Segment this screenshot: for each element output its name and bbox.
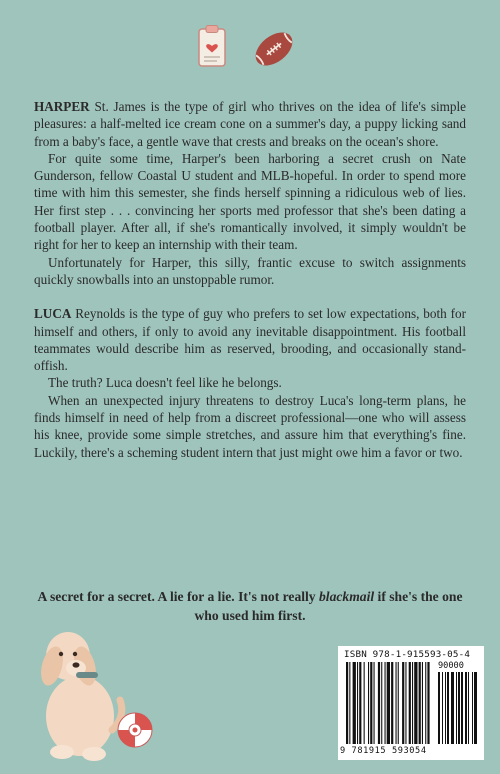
addon-bar (458, 672, 460, 744)
barcode-bar (412, 662, 413, 744)
barcode-bar (414, 662, 417, 744)
barcode-bar (391, 662, 393, 744)
barcode-bars (338, 646, 484, 760)
back-cover-blurb (34, 98, 466, 461)
barcode-bar (409, 662, 411, 744)
golden-retriever-illustration (28, 620, 128, 762)
addon-bar (472, 672, 473, 744)
barcode-bar (357, 662, 358, 744)
price-addon-label: 90000 (438, 661, 464, 671)
addon-bar (474, 672, 477, 744)
luca-name: LUCA (34, 306, 72, 322)
barcode-bar (353, 662, 356, 744)
barcode-bar (368, 662, 369, 744)
barcode-bar (419, 662, 421, 744)
luca-paragraph-2: The truth? Luca doesn't feel like he belongs. (48, 375, 282, 391)
isbn-barcode (338, 646, 484, 760)
addon-bar (445, 672, 446, 744)
addon-bar (461, 672, 463, 744)
barcode-bar (402, 662, 404, 744)
top-icons (0, 20, 500, 76)
barcode-bar (427, 662, 429, 744)
football-icon (250, 26, 298, 72)
addon-bar (451, 672, 454, 744)
addon-bar (447, 672, 449, 744)
barcode-bar (425, 662, 426, 744)
addon-bar (438, 672, 440, 744)
barcode-bar (364, 662, 365, 744)
harper-name: HARPER (34, 99, 90, 114)
addon-bar (465, 672, 467, 744)
harper-paragraph-3: Unfortunately for Harper, this silly, frantic excuse to switch assignments quickly snowballs into an unstoppable rumor. (34, 254, 466, 287)
barcode-bar (370, 662, 372, 744)
barcode-bar (422, 662, 423, 744)
barcode-bar (381, 662, 382, 744)
barcode-bar (349, 662, 350, 744)
barcode-bar (385, 662, 386, 744)
isbn-label: ISBN 978-1-915593-05-4 (344, 649, 471, 660)
addon-bar (456, 672, 457, 744)
barcode-bar (374, 662, 375, 744)
barcode-bar (387, 662, 390, 744)
barcode-bar (346, 662, 348, 744)
harper-paragraph-2: For quite some time, Harper's been harboring a secret crush on Nate Gunderson, fellow Coastal U student and MLB-hopeful. In order to spend more time with him this semester, she finds herself spinning a ridiculous web of lies. Her first step . . . convincing her sports med professor that she's been dating a football player. After all, if she's romantically involved, it simply wouldn't be right for her to keep an internship with their team. (34, 150, 466, 253)
addon-bar (442, 672, 443, 744)
luca-paragraph-1: LUCA Reynolds is the type of guy who prefers to set low expectations, both for himself and others, if only to avoid any inevitable disappointment. His football teammates would describe him as reserved, brooding, and occasionally stand-offish. (34, 306, 466, 374)
barcode-bar (396, 662, 397, 744)
tagline: A secret for a secret. A lie for a lie. It's not really blackmail if she's the one who used him first. (37, 589, 463, 623)
barcode-bar (359, 662, 361, 744)
beach-ball-illustration (115, 710, 155, 750)
clipboard-heart-icon (196, 24, 228, 68)
barcode-bar (405, 662, 406, 744)
barcode-bar (378, 662, 380, 744)
addon-bar (468, 672, 469, 744)
tagline-emphasis: blackmail (319, 589, 375, 604)
harper-paragraph-1: HARPER St. James is the type of girl who thrives on the idea of life's simple pleasures: a half-melted ice cream cone on a summer's day, a puppy licking sand from a baby's face, a gentle wave that crests and breaks on the ocean's shore. (34, 99, 466, 149)
ean-number: 9 781915 593054 (340, 746, 427, 756)
luca-paragraph-3: When an unexpected injury threatens to destroy Luca's long-term plans, he finds himself in need of help from a discreet professional—one who will assess his knee, provide some simple stretches, and assure him that everything's fine. Luckily, there's a scheming student intern that just might owe him a favor or two. (34, 392, 466, 460)
barcode-bar (398, 662, 399, 744)
